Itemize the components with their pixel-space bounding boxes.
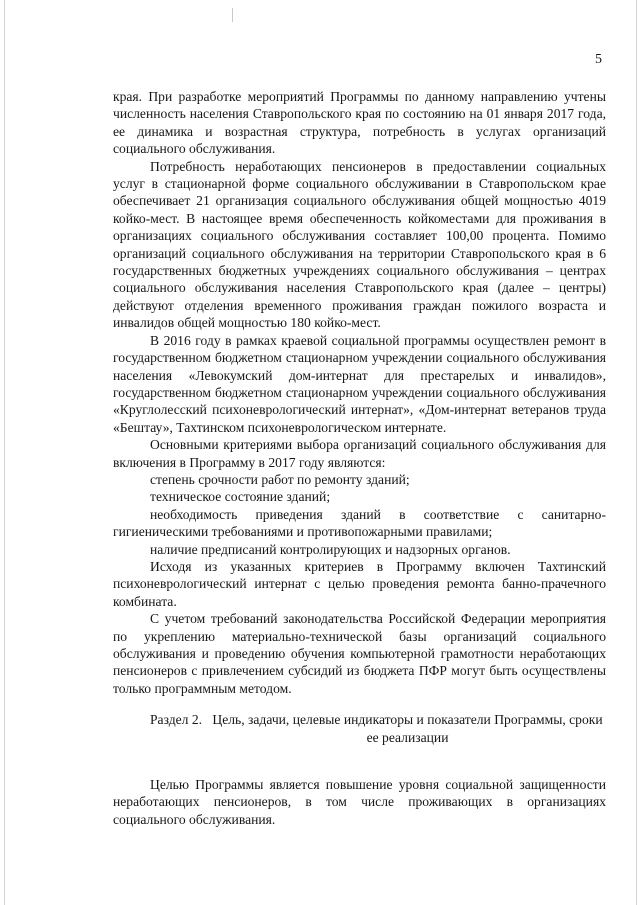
scan-edge-right bbox=[636, 0, 637, 905]
scan-edge-left bbox=[4, 0, 5, 905]
criteria-list-item: необходимость приведения зданий в соответствие с санитарно-гигиеническими требованиями и противопожарными правилами; bbox=[113, 506, 606, 540]
paragraph-goal: Целью Программы является повышение уровня социальной защищенности неработающих пенсионеров, в том числе проживающих в организациях социального обслуживания. bbox=[113, 777, 606, 827]
paragraph: В 2016 году в рамках краевой социальной программы осуществлен ремонт в государственном бюджетном стационарном учреждении социального обслуживания населения «Левокумский дом-интернат для престарелых и инвалидов», государственном бюджетном стационарном учреждении социального обслуживания «Круглолесский психоневрологический интернат», «Дом-интернат ветеранов труда «Бештау», Тахтинском психоневрологическом интернате. bbox=[113, 332, 606, 435]
criteria-list-item: степень срочности работ по ремонту зданий; bbox=[150, 471, 410, 487]
criteria-list-item: техническое состояние зданий; bbox=[150, 489, 331, 505]
section-number: Раздел 2. bbox=[150, 712, 203, 728]
paragraph: Исходя из указанных критериев в Программу включен Тахтинский психоневрологический интернат с целью проведения ремонта банно-прачечного комбината. bbox=[113, 558, 606, 609]
scan-mark bbox=[232, 8, 233, 22]
page-number: 5 bbox=[595, 52, 602, 67]
paragraph: Основными критериями выбора организаций социального обслуживания для включения в Программу в 2017 году являются: bbox=[113, 437, 606, 470]
criteria-list-item: наличие предписаний контролирующих и надзорных органов. bbox=[150, 541, 511, 557]
section-heading bbox=[113, 711, 606, 746]
document-body bbox=[113, 88, 606, 828]
section-title: Цель, задачи, целевые индикаторы и показатели Программы, сроки ее реализации bbox=[212, 712, 603, 745]
paragraph-continuation: края. При разработке мероприятий Программы по данному направлению учтены численность населения Ставропольского края по состоянию на 01 января 2017 года, ее динамика и возрастная структура, потребность в услугах организаций социального обслуживания. bbox=[113, 89, 606, 157]
paragraph: Потребность неработающих пенсионеров в предоставлении социальных услуг в стационарной форме социального обслуживании в Ставропольском крае обеспечивает 21 организация социального обслуживания общей мощностью 4019 койко-мест. В настоящее время обеспеченность койкоместами для проживания в организациях социального обслуживания составляет 100,00 процента. Помимо организаций социального обслуживания на территории Ставропольского края в 6 государственных бюджетных учреждениях социального обслуживания – центрах социального обслуживания населения Ставропольского края (далее – центры) действуют отделения временного проживания граждан пожилого возраста и инвалидов общей мощностью 180 койко-мест. bbox=[113, 158, 606, 331]
paragraph: С учетом требований законодательства Российской Федерации мероприятия по укреплению материально-технической базы организаций социального обслуживания и проведению обучения компьютерной грамотности неработающих пенсионеров с привлечением субсидий из бюджета ПФР могут быть осуществлены только программным методом. bbox=[113, 611, 606, 696]
